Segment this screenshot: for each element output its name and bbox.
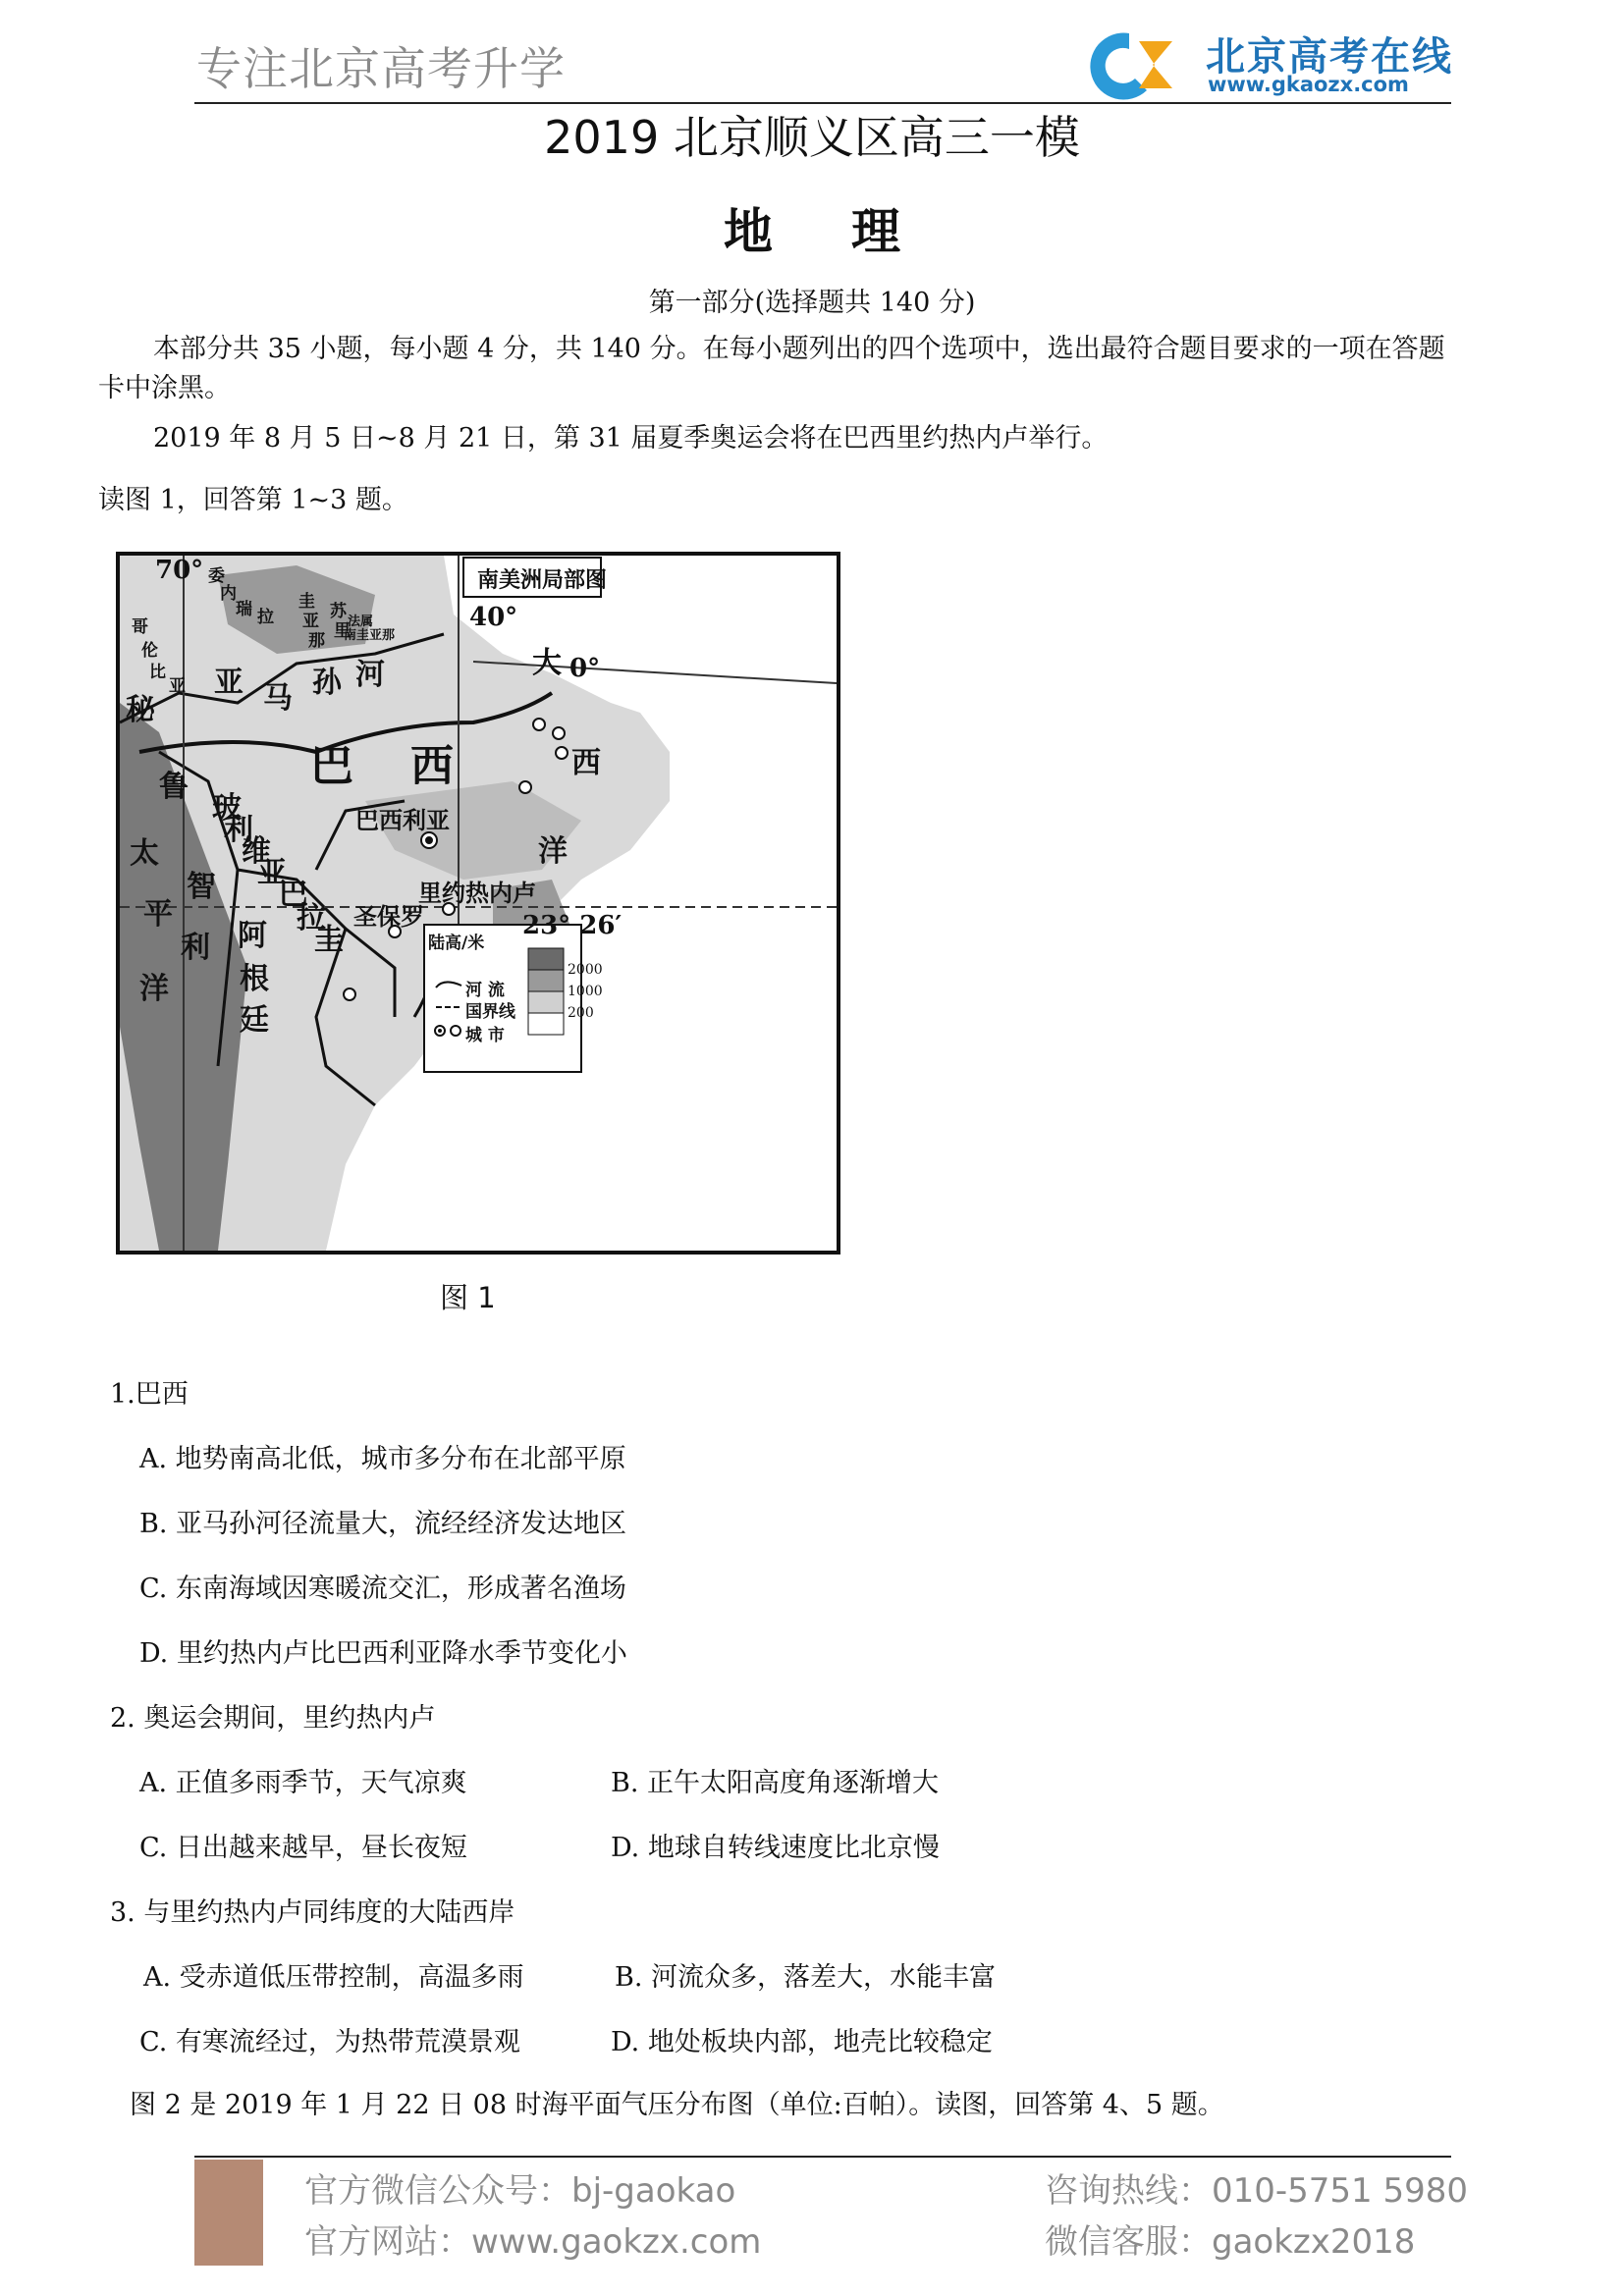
footer-wechat: 官方微信公众号：bj-gaokao bbox=[304, 2171, 736, 2211]
colombia-label-4: 亚 bbox=[169, 676, 186, 696]
next-figure-instruction: 图 2 是 2019 年 1 月 22 日 08 时海平面气压分布图（单位:百帕）。读图，回答第 4、5 题。 bbox=[130, 2090, 1224, 2120]
question-1-option-a: A. 地势南高北低，城市多分布在北部平原 bbox=[139, 1444, 626, 1474]
footer-site: 官方网站：www.gaokzx.com bbox=[304, 2222, 762, 2262]
context-paragraph: 2019 年 8 月 5 日~8 月 21 日，第 31 届夏季奥运会将在巴西里约热内卢举行。 bbox=[153, 423, 1109, 454]
question-2-option-b: B. 正午太阳高度角逐渐增大 bbox=[611, 1768, 940, 1798]
logo-url: www.gkaozx.com bbox=[1208, 73, 1409, 96]
footer-divider bbox=[194, 2156, 1451, 2158]
question-2-stem: 2. 奥运会期间，里约热内卢 bbox=[110, 1703, 436, 1734]
question-1-option-c: C. 东南海域因寒暖流交汇，形成著名渔场 bbox=[139, 1574, 626, 1604]
guyana-label-2: 亚 bbox=[302, 612, 319, 631]
paraguay-label-3: 圭 bbox=[314, 923, 344, 957]
footer-accent-bar bbox=[194, 2160, 263, 2266]
suriname-label-1: 苏 bbox=[330, 602, 347, 621]
colombia-label-3: 比 bbox=[149, 663, 166, 682]
subject-title: 地理 bbox=[724, 203, 979, 260]
exam-title: 2019 北京顺义区高三一模 bbox=[544, 111, 1080, 164]
venezuela-label-3: 瑞 bbox=[236, 600, 252, 619]
colombia-label-1: 哥 bbox=[132, 617, 148, 637]
brazil-label-2: 西 bbox=[410, 741, 454, 791]
bolivia-label-2: 利 bbox=[224, 813, 253, 847]
question-2-option-a: A. 正值多雨季节，天气凉爽 bbox=[139, 1768, 467, 1798]
tropic-label: 23° 26′ bbox=[522, 911, 623, 940]
lon-70-label: 70° bbox=[155, 556, 204, 585]
question-3-option-c: C. 有寒流经过，为热带荒漠景观 bbox=[139, 2027, 520, 2057]
brazil-label-1: 巴 bbox=[310, 741, 353, 791]
legend-title: 陆高/米 bbox=[428, 934, 485, 953]
question-1-option-b: B. 亚马孙河径流量大，流经经济发达地区 bbox=[139, 1509, 627, 1539]
argentina-label-1: 阿 bbox=[238, 919, 267, 953]
guyana-label-3: 那 bbox=[308, 631, 325, 651]
footer-service: 微信客服：gaokzx2018 bbox=[1045, 2222, 1416, 2262]
colombia-label-2: 伦 bbox=[141, 641, 158, 661]
question-2-option-d: D. 地球自转线速度比北京慢 bbox=[611, 1833, 940, 1863]
peru-label-1: 秘 bbox=[126, 693, 155, 727]
brasilia-label: 巴西利亚 bbox=[355, 806, 450, 834]
amazon-label-2: 马 bbox=[263, 681, 293, 716]
lon-40-label: 40° bbox=[469, 603, 518, 632]
intro-line-1: 本部分共 35 小题，每小题 4 分，共 140 分。在每小题列出的四个选项中，选出最符合题目要求的一项在答题 bbox=[153, 334, 1445, 364]
question-3-option-d: D. 地处板块内部，地壳比较稳定 bbox=[611, 2027, 993, 2057]
paraguay-label-2: 拉 bbox=[297, 901, 326, 935]
rio-label: 里约热内卢 bbox=[418, 879, 536, 907]
guyana-label-1: 圭 bbox=[298, 592, 315, 612]
chile-label-1: 智 bbox=[187, 870, 216, 904]
map-title: 南美洲局部图 bbox=[477, 567, 608, 593]
intro-paragraph-cont: 卡中涂黑。 bbox=[98, 373, 231, 403]
argentina-label-3: 廷 bbox=[240, 1003, 269, 1038]
bolivia-label-3: 维 bbox=[242, 834, 271, 869]
amazon-label-4: 河 bbox=[355, 658, 385, 692]
legend-level-200: 200 bbox=[568, 1005, 594, 1021]
fguiana-label-1: 法属 bbox=[348, 614, 374, 629]
suriname-label-2: 里 bbox=[334, 621, 351, 641]
footer-hotline: 咨询热线：010-5751 5980 bbox=[1045, 2171, 1469, 2211]
atlantic-label-2: 西 bbox=[571, 746, 601, 780]
bolivia-label-1: 玻 bbox=[212, 791, 242, 826]
lat-0-label: 0° bbox=[569, 654, 601, 683]
question-3-option-b: B. 河流众多，落差大，水能丰富 bbox=[615, 1962, 997, 1993]
venezuela-label-4: 拉 bbox=[257, 608, 274, 627]
header-slogan: 专注北京高考升学 bbox=[196, 42, 566, 95]
fguiana-label-2: 南圭亚那 bbox=[344, 628, 396, 643]
part-heading: 第一部分(选择题共 140 分) bbox=[648, 288, 976, 318]
question-2-option-c: C. 日出越来越早，昼长夜短 bbox=[139, 1833, 467, 1863]
atlantic-label-3: 洋 bbox=[538, 834, 568, 869]
legend-river: 河 流 bbox=[465, 981, 505, 1000]
intro-paragraph bbox=[98, 330, 1532, 369]
legend-level-1000: 1000 bbox=[568, 984, 603, 999]
pacific-label-2: 平 bbox=[143, 897, 173, 932]
question-3-stem: 3. 与里约热内卢同纬度的大陆西岸 bbox=[110, 1897, 515, 1928]
venezuela-label-2: 内 bbox=[220, 584, 237, 604]
bolivia-label-4: 亚 bbox=[257, 856, 287, 890]
question-1-stem: 1.巴西 bbox=[110, 1379, 189, 1410]
pacific-label-1: 太 bbox=[130, 836, 159, 871]
paraguay-label-1: 巴 bbox=[279, 878, 308, 912]
question-1-option-d: D. 里约热内卢比巴西利亚降水季节变化小 bbox=[139, 1638, 627, 1669]
pacific-label-3: 洋 bbox=[139, 972, 169, 1006]
argentina-label-2: 根 bbox=[240, 962, 269, 996]
south-america-map bbox=[116, 552, 840, 1255]
chile-label-2: 利 bbox=[181, 931, 210, 965]
legend-border: 国界线 bbox=[465, 1002, 515, 1022]
legend-level-2000: 2000 bbox=[568, 962, 603, 978]
question-3-option-a: A. 受赤道低压带控制，高温多雨 bbox=[143, 1962, 524, 1993]
legend-city: 城 市 bbox=[465, 1026, 505, 1045]
atlantic-label-1: 大 bbox=[532, 646, 562, 680]
figure-instruction: 读图 1，回答第 1~3 题。 bbox=[98, 485, 408, 515]
amazon-label-1: 亚 bbox=[214, 666, 244, 700]
peru-label-2: 鲁 bbox=[159, 770, 189, 804]
saopaulo-label: 圣保罗 bbox=[353, 902, 424, 931]
amazon-label-3: 孙 bbox=[312, 666, 342, 700]
venezuela-label-1: 委 bbox=[208, 566, 225, 586]
logo-name: 北京高考在线 bbox=[1206, 34, 1453, 80]
figure-caption: 图 1 bbox=[440, 1281, 496, 1314]
